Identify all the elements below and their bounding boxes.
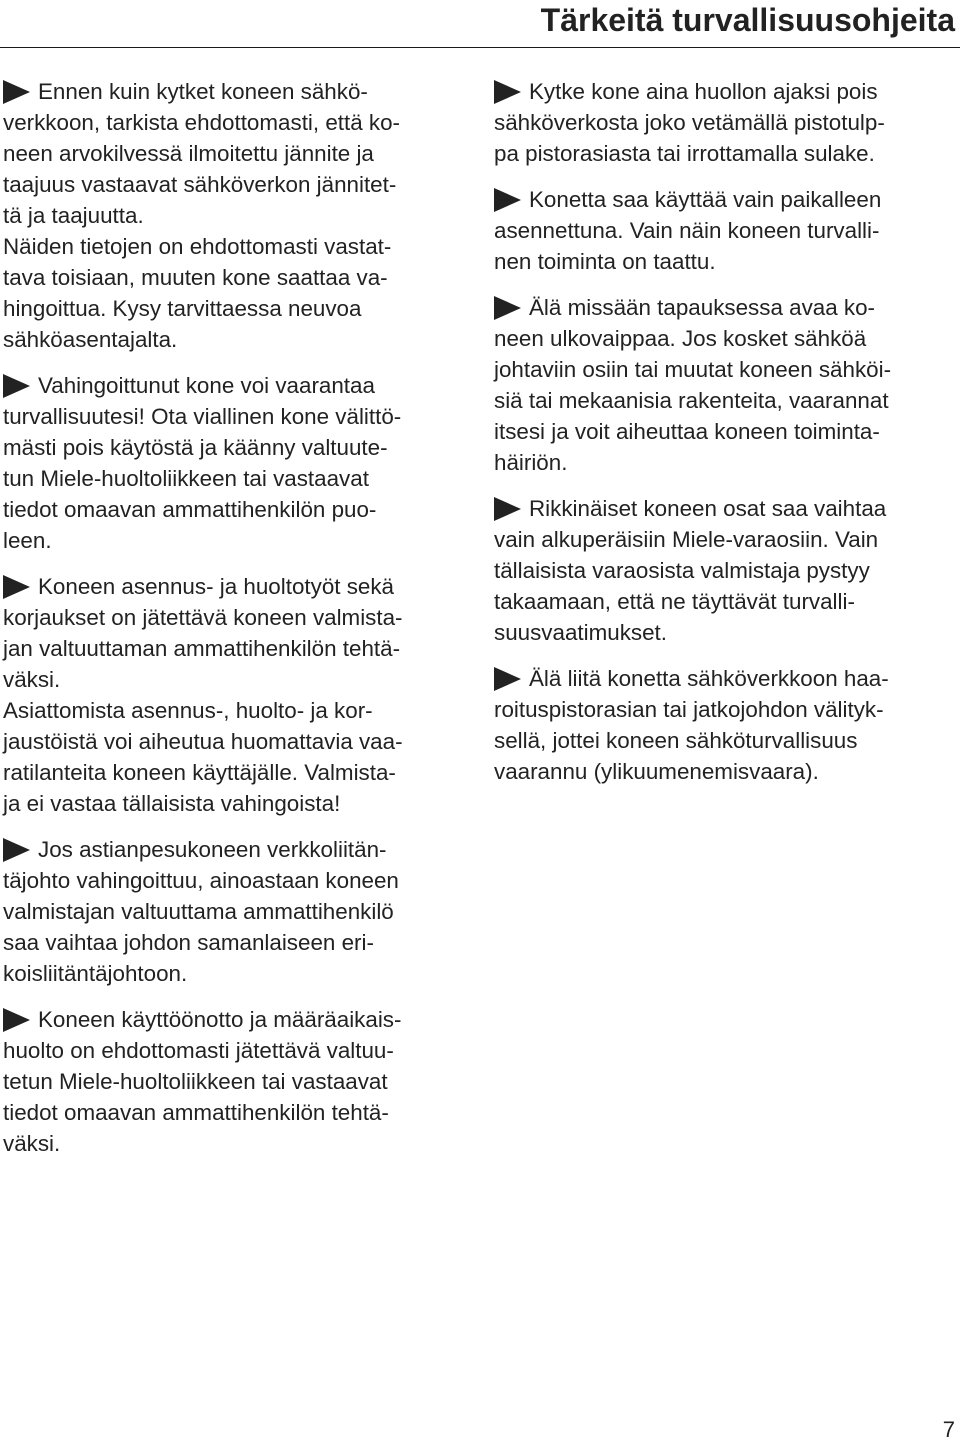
arrow-bullet-icon	[3, 838, 30, 862]
arrow-bullet-icon	[494, 296, 521, 320]
instruction-paragraph	[3, 834, 468, 989]
paragraph-text: Jos astianpesukoneen verkkoliitän- täjohto vahingoittuu, ainoastaan koneen valmistajan valtuuttama ammattihenkilö saa vaihtaa johdon samanlaiseen eri- koisliitäntäjohtoon.	[3, 837, 399, 986]
paragraph-text: Konetta saa käyttää vain paikalleen asennettuna. Vain näin koneen turvalli- nen toiminta on taattu.	[494, 187, 882, 274]
paragraph-text: Kytke kone aina huollon ajaksi pois sähköverkosta joko vetämällä pistotulp- pa pistorasiasta tai irrottamalla sulake.	[494, 79, 885, 166]
instruction-paragraph	[494, 76, 954, 169]
instruction-paragraph	[494, 493, 954, 648]
instruction-paragraph	[3, 571, 468, 819]
instruction-paragraph	[3, 1004, 468, 1159]
arrow-bullet-icon	[3, 1008, 30, 1032]
arrow-bullet-icon	[494, 188, 521, 212]
instruction-paragraph	[3, 76, 468, 355]
instruction-paragraph	[494, 663, 954, 787]
paragraph-text: Koneen käyttöönotto ja määräaikais- huolto on ehdottomasti jätettävä valtuu- tetun Miele-huoltoliikkeen tai vastaavat tiedot omaavan ammattihenkilön tehtä- väksi.	[3, 1007, 402, 1156]
instruction-paragraph	[3, 370, 468, 556]
arrow-bullet-icon	[3, 80, 30, 104]
page-title: Tärkeitä turvallisuusohjeita	[540, 2, 955, 38]
instruction-paragraph	[494, 184, 954, 277]
arrow-bullet-icon	[494, 667, 521, 691]
arrow-bullet-icon	[494, 497, 521, 521]
paragraph-text: Älä liitä konetta sähköverkkoon haa- roituspistorasian tai jatkojohdon välityk- sellä, jottei koneen sähköturvallisuus vaarannu (ylikuumenemisvaara).	[494, 666, 889, 784]
paragraph-text: Ennen kuin kytket koneen sähkö- verkkoon, tarkista ehdottomasti, että ko- neen arvokilvessä ilmoitettu jännite ja taajuus vastaavat sähköverkon jännitet- tä ja taajuutta. Näiden tietojen on ehdottomasti vastat- tava toisiaan, muuten kone saattaa va- hingoittua. Kysy tarvittaessa neuvoa sähköasentajalta.	[3, 79, 400, 352]
arrow-bullet-icon	[494, 80, 521, 104]
header-divider	[0, 47, 960, 48]
arrow-bullet-icon	[3, 374, 30, 398]
paragraph-text: Älä missään tapauksessa avaa ko- neen ulkovaippaa. Jos kosket sähköä johtaviin osiin tai muutat koneen sähköi- siä tai mekaanisia rakenteita, vaarannat itsesi ja voit aiheuttaa koneen toiminta- häiriön.	[494, 295, 892, 475]
paragraph-text: Koneen asennus- ja huoltotyöt sekä korjaukset on jätettävä koneen valmista- jan valtuuttaman ammattihenkilön tehtä- väksi. Asiattomista asennus-, huolto- ja kor- jaustöistä voi aiheutua huomattavia vaa- ratilanteita koneen käyttäjälle. Valmista- ja ei vastaa tällaisista vahingoista!	[3, 574, 403, 816]
left-column	[3, 76, 468, 1174]
paragraph-text: Rikkinäiset koneen osat saa vaihtaa vain alkuperäisiin Miele-varaosiin. Vain tällaisista varaosista valmistaja pystyy takaamaan, että ne täyttävät turvalli- suusvaatimukset.	[494, 496, 887, 645]
paragraph-text: Vahingoittunut kone voi vaarantaa turvallisuutesi! Ota viallinen kone välittö- mästi pois käytöstä ja käänny valtuute- tun Miele-huoltoliikkeen tai vastaavat tiedot omaavan ammattihenkilön puo- leen.	[3, 373, 402, 553]
instruction-paragraph	[494, 292, 954, 478]
right-column	[494, 76, 954, 802]
page-number: 7	[942, 1417, 955, 1442]
arrow-bullet-icon	[3, 575, 30, 599]
